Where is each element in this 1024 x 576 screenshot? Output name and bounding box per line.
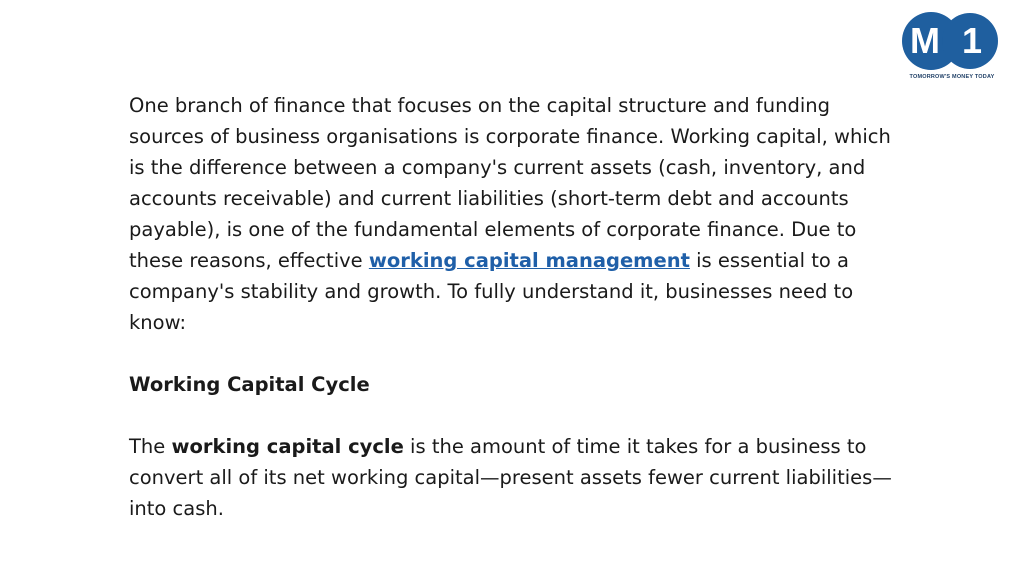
logo-letter-1: 1 <box>962 20 983 61</box>
logo-tagline: TOMORROW'S MONEY TODAY <box>909 74 995 80</box>
section-heading: Working Capital Cycle <box>129 373 370 396</box>
spacer <box>129 400 894 431</box>
intro-paragraph <box>129 90 894 338</box>
intro-text-after-link: is essential to a company's stability and growth. To fully understand it, businesses need to know: <box>129 249 854 334</box>
intro-text-before-link: One branch of finance that focuses on the capital structure and funding sources of business organisations is corporate finance. Working capital, which is the difference between a company's current assets (cash, inventory, and accounts receivable) and current liabilities (short-term debt and accounts payable), is one of the fundamental elements of corporate finance. Due to these reasons, effective <box>129 94 891 272</box>
m1-logo <box>896 12 1008 86</box>
main-content <box>129 90 894 524</box>
cycle-text-prefix: The <box>129 435 172 458</box>
cycle-text-rest: is the amount of time it takes for a business to convert all of its net working capital—present assets fewer current liabilities—into cash. <box>129 435 892 520</box>
logo-letter-m: M <box>910 20 940 61</box>
spacer <box>129 338 894 369</box>
cycle-paragraph <box>129 431 894 524</box>
working-capital-management-link[interactable]: working capital management <box>368 249 690 272</box>
cycle-bold-term: working capital cycle <box>171 435 404 458</box>
